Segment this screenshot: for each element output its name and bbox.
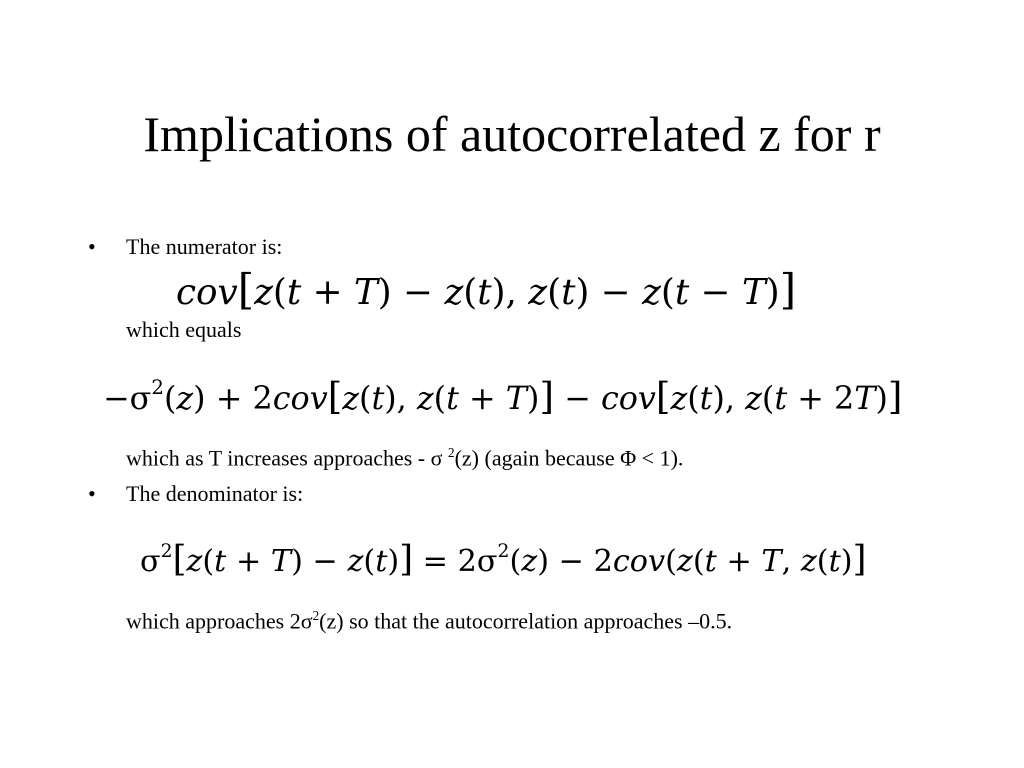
numerator-label: The numerator is: [126,234,283,259]
numerator-expanded-equation: $-\sigma^2(z) + 2cov[z(t)$, z(t + T)] − cov[z(t), z(t + 2T)] [103,375,903,420]
numerator-note-prefix: which as T increases approaches - σ [126,445,448,471]
numerator-limit-note [126,440,683,471]
denominator-label: The denominator is: [126,481,304,506]
denominator-note-exponent: 2 [312,608,320,623]
numerator-note-suffix: (z) (again because Φ < 1). [454,445,684,471]
numerator-equation: cov[z(t + T) − z(t), z(t) − z(t − T)] [176,266,797,316]
slide-title: Implications of autocorrelated z for r [143,106,881,162]
denominator-note-prefix: which approaches 2σ [126,608,313,634]
denominator-equation: $\sigma^2[z(t + T) - z(t)] = 2\sigma^2(z) - 2cov(z(t + T$, z(t)] [140,538,867,581]
denominator-note-suffix: (z) so that the autocorrelation approaches –0.5. [319,608,733,634]
which-equals-text: which equals [126,317,242,342]
numerator-note-exponent: 2 [448,445,455,460]
bullet-marker-denominator: • [88,481,96,506]
denominator-limit-note [126,603,732,634]
bullet-marker-numerator: • [88,234,96,259]
